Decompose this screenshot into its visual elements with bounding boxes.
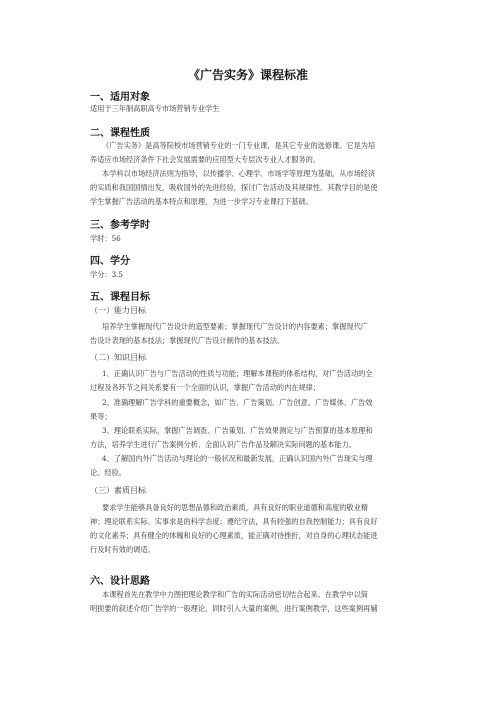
paragraph-line: 本学科以市场经济法则为指导，以传播学、心理学、市场学等原理为基础，从市场经济 — [102, 169, 376, 178]
section-heading-design-approach: 六、设计思路 — [90, 576, 150, 587]
paragraph-line: 1、正确认识广告与广告活动的性质与功能；理解本课程的体系结构，对广告活动的全 — [102, 369, 373, 378]
section-heading-course-nature: 二、课程性质 — [90, 128, 150, 139]
paragraph-line: 本课程首先在教学中力图把理论教学和广告的实际活动密切结合起来。在教学中以简 — [102, 590, 368, 599]
section-heading-credits: 四、学分 — [90, 256, 130, 267]
subsection-heading-knowledge: （二）知识目标 — [90, 353, 146, 362]
paragraph-line: 行及时有效的调适。 — [90, 545, 155, 554]
paragraph-line: 学生掌握广告活动的基本特点和原理，为进一步学习专业课打下基础。 — [90, 197, 313, 206]
paragraph-line: 3、理论联系实际，掌握广告调查、广告策划、广告效果测定与广告预算的基本原理和 — [102, 426, 373, 435]
subsection-heading-quality: （三）素质目标 — [90, 486, 146, 495]
paragraph-line: 告设计表现的基本技法；掌握现代广告设计制作的基本技法。 — [90, 336, 285, 345]
paragraph-line: 的文化素养；具有健全的体魄和良好的心理素质，能正确对待挫折，对自身的心理状态能进 — [90, 531, 378, 540]
paragraph-line: 要求学生能够具备良好的思想品德和政治素质，具有良好的职业道德和高度的敬业精 — [102, 503, 368, 512]
paragraph-line: 明扼要的叙述介绍广告学的一般理论，同时引入大量的案例，进行案例教学，这些案例再辅 — [90, 604, 378, 613]
paragraph-line: 果等； — [90, 412, 112, 421]
section-heading-target-audience: 一、适用对象 — [90, 92, 150, 103]
document-title: 《广告实务》课程标准 — [187, 68, 308, 82]
paragraph-line: 的实质和我国国情出发，吸收国外的先进经验，探讨广告活动及其规律性。其教学目的是使 — [90, 183, 378, 192]
paragraph-line: 《广告实务》是高等院校市场营销专业的一门专业课，是其它专业的选修课。它是为培 — [102, 141, 376, 150]
paragraph-line: 4、了解国内外广告活动与理论的一般状况和最新发展，正确认识国内外广告现实与理 — [102, 454, 373, 463]
paragraph-line: 2、准确理解广告学科的重要概念，如广告、广告策划、广告创意、广告媒体、广告效 — [102, 398, 373, 407]
paragraph-line: 方法，培养学生进行广告案例分析、全面认识广告作品及解决实际问题的基本能力。 — [90, 440, 356, 449]
paragraph-line: 论、经验。 — [90, 468, 126, 477]
paragraph-line: 学时：56 — [90, 234, 121, 243]
paragraph-line: 培养学生掌握现代广告设计的造型要素；掌握现代广告设计的内容要素；掌握现代广 — [102, 322, 368, 331]
section-heading-hours: 三、参考学时 — [90, 220, 150, 231]
paragraph-line: 养适应市场经济条件下社会发展需要的应用型大专层次专业人才服务的。 — [90, 155, 321, 164]
paragraph-line: 适用于三年制高职高专市场营销专业学生 — [90, 104, 220, 113]
section-heading-course-goals: 五、课程目标 — [90, 292, 150, 303]
paragraph-line: 过程及各环节之间关系要有一个全面的认识，掌握广告活动的内在规律； — [90, 383, 321, 392]
paragraph-line: 神；理论联系实际、实事求是的科学态度；遵纪守法，具有较强的自我控制能力；具有良好 — [90, 517, 378, 526]
paragraph-line: 学分：3.5 — [90, 270, 123, 279]
subsection-heading-ability: （一）能力目标 — [90, 306, 146, 315]
